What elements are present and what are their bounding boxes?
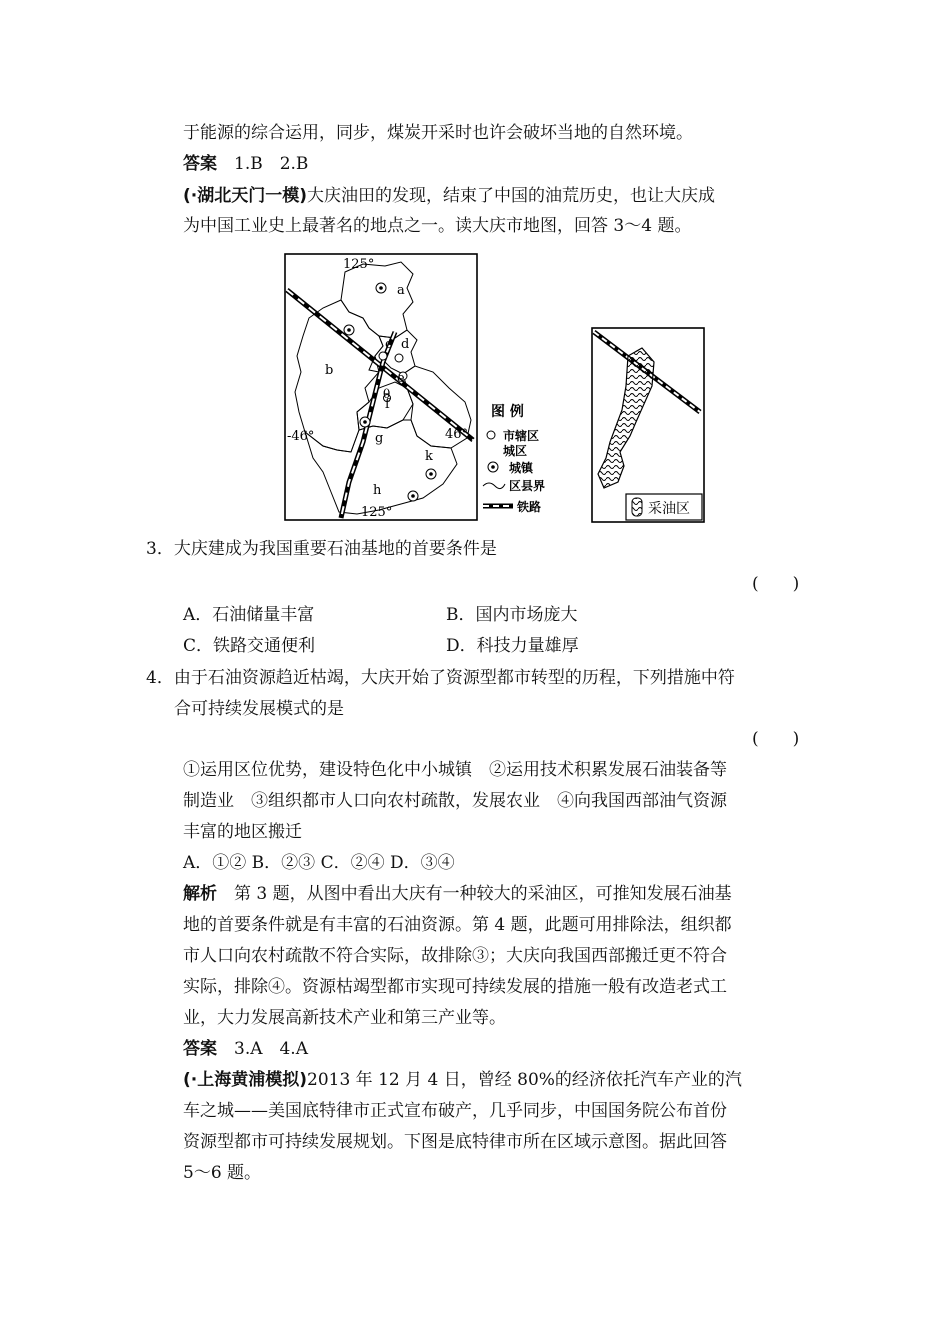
text-line: 于能源的综合运用，同步，煤炭开采时也许会破坏当地的自然环境。 bbox=[183, 123, 693, 143]
analysis-line bbox=[183, 882, 732, 906]
answer-paren: ( ) bbox=[752, 729, 800, 749]
lat-label-right: 46° bbox=[445, 427, 469, 442]
place-label: e bbox=[397, 371, 405, 386]
inset-legend-label: 采油区 bbox=[648, 501, 690, 517]
theta-label: θ bbox=[383, 387, 391, 401]
option-b: B．国内市场庞大 bbox=[446, 605, 578, 625]
place-label: h bbox=[373, 483, 382, 498]
answer-value: 1.B 2.B bbox=[234, 154, 309, 174]
question-4-stem-2: 合可持续发展模式的是 bbox=[174, 699, 344, 719]
answer-value: 3.A 4.A bbox=[234, 1039, 308, 1059]
intro-line bbox=[183, 1068, 742, 1092]
intro-text: 大庆油田的发现，结束了中国的油荒历史，也让大庆成 bbox=[307, 186, 715, 206]
lon-label-bottom: 125° bbox=[361, 505, 393, 520]
place-label: c bbox=[385, 337, 393, 352]
intro-text: 2013 年 12 月 4 日，曾经 80%的经济依托汽车产业的汽 bbox=[307, 1070, 742, 1090]
legend-item: 城区 bbox=[503, 444, 528, 458]
analysis-line: 实际，排除④。资源枯竭型都市实现可持续发展的措施一般有改造老式工 bbox=[183, 977, 727, 997]
place-label: f bbox=[385, 397, 390, 412]
answer-paren: ( ) bbox=[752, 574, 800, 594]
question-3-stem: 3．大庆建成为我国重要石油基地的首要条件是 bbox=[146, 539, 497, 559]
analysis-line: 地的首要条件就是有丰富的石油资源。第 4 题，此题可用排除法，组织都 bbox=[183, 915, 732, 935]
place-label: d bbox=[401, 337, 410, 352]
answer-line bbox=[183, 1037, 308, 1061]
answer-line bbox=[183, 152, 308, 176]
option-c: C．铁路交通便利 bbox=[183, 636, 316, 656]
daqing-map bbox=[283, 252, 573, 524]
analysis-label: 解析 bbox=[183, 884, 217, 904]
intro-line: 车之城——美国底特律市正式宣布破产，几乎同步，中国国务院公布首份 bbox=[183, 1101, 727, 1121]
legend-item: 区县界 bbox=[509, 479, 546, 493]
legend-item: 铁路 bbox=[517, 500, 542, 514]
intro-line bbox=[183, 184, 803, 208]
question-4-measures: ①运用区位优势，建设特色化中小城镇 ②运用技术积累发展石油装备等 bbox=[183, 760, 727, 780]
answer-label: 答案 bbox=[183, 154, 217, 174]
intro-line-2: 为中国工业史上最著名的地点之一。读大庆市地图，回答 3～4 题。 bbox=[183, 216, 692, 236]
analysis-line: 市人口向农村疏散不符合实际，故排除③；大庆向我国西部搬迁更不符合 bbox=[183, 946, 727, 966]
intro-line: 资源型都市可持续发展规划。下图是底特律市所在区域示意图。据此回答 bbox=[183, 1132, 727, 1152]
answer-label: 答案 bbox=[183, 1039, 217, 1059]
oilfield-inset-map bbox=[590, 326, 706, 524]
question-4-measures: 制造业 ③组织都市人口向农村疏散，发展农业 ④向我国西部油气资源 bbox=[183, 791, 727, 811]
analysis-line: 业，大力发展高新技术产业和第三产业等。 bbox=[183, 1008, 506, 1028]
question-4-measures: 丰富的地区搬迁 bbox=[183, 822, 302, 842]
lat-label-left: -46° bbox=[287, 429, 315, 444]
place-label: k bbox=[425, 449, 433, 464]
place-label: b bbox=[325, 363, 334, 378]
option-a: A．石油储量丰富 bbox=[183, 605, 315, 625]
place-label: g bbox=[375, 431, 384, 446]
intro-line: 5～6 题。 bbox=[183, 1163, 262, 1183]
source-tag: (·上海黄浦模拟) bbox=[183, 1070, 307, 1090]
source-tag: (·湖北天门一模) bbox=[183, 186, 307, 206]
analysis-text: 第 3 题，从图中看出大庆有一种较大的采油区，可推知发展石油基 bbox=[217, 884, 732, 904]
legend-item: 城镇 bbox=[509, 461, 534, 475]
question-4-stem: 4．由于石油资源趋近枯竭，大庆开始了资源型都市转型的历程，下列措施中符 bbox=[146, 668, 735, 688]
lon-label-top: 125° bbox=[343, 257, 375, 272]
legend-item: 市辖区 bbox=[503, 429, 540, 443]
legend-title: 图 例 bbox=[491, 404, 524, 420]
place-label: a bbox=[397, 283, 405, 298]
option-d: D．科技力量雄厚 bbox=[446, 636, 579, 656]
question-4-choices: A．①② B．②③ C．②④ D．③④ bbox=[183, 853, 455, 873]
